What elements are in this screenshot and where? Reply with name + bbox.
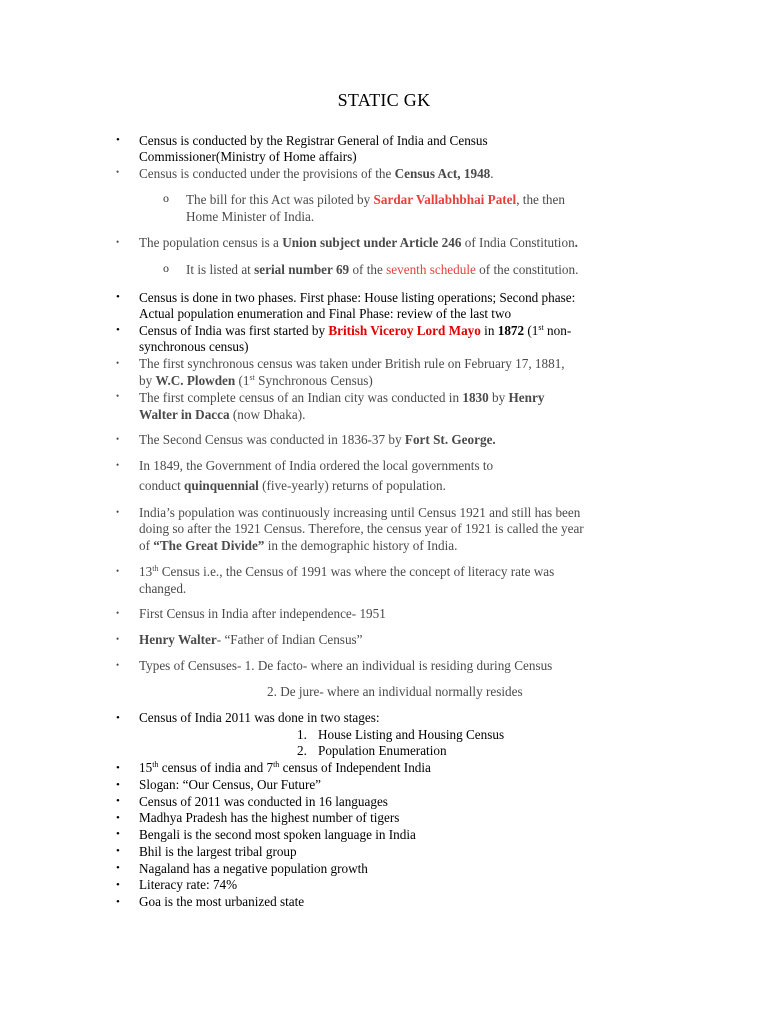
- bullet-icon: •: [116, 712, 120, 724]
- bullet-23: Literacy rate: 74%: [139, 877, 238, 892]
- bullet-icon: •: [116, 391, 120, 401]
- bullet-icon: •: [116, 608, 120, 618]
- bullet-3: The population census is a Union subject under Article 246 of India Constitution.: [139, 235, 578, 250]
- bullet-16: 15th census of india and 7th census of Independent India: [139, 760, 431, 775]
- numbered-item-2: Population Enumeration: [318, 743, 447, 758]
- bullet-icon: •: [116, 845, 120, 857]
- bullet-4-line-2: Actual population enumeration and Final Phase: review of the last two: [139, 306, 512, 321]
- bullet-20: Bengali is the second most spoken language in India: [139, 827, 416, 842]
- bullet-icon: •: [116, 762, 120, 774]
- bullet-icon: •: [116, 812, 120, 824]
- bullet-13: Henry Walter- “Father of Indian Census”: [139, 632, 363, 647]
- bullet-icon: •: [116, 167, 120, 177]
- bullet-icon: •: [116, 779, 120, 791]
- bullet-10-line-3: of “The Great Divide” in the demographic history of India.: [139, 538, 458, 553]
- bullet-icon: •: [116, 134, 120, 146]
- bullet-14-line-2: 2. De jure- where an individual normally resides: [267, 684, 523, 699]
- sub-bullet-1-line-1: The bill for this Act was piloted by Sardar Vallabhbhai Patel, the then: [186, 192, 565, 207]
- bullet-1-line-2: Commissioner(Ministry of Home affairs): [139, 149, 357, 164]
- bullet-12: First Census in India after independence- 1951: [139, 606, 386, 621]
- bullet-11-line-1: 13th Census i.e., the Census of 1991 was where the concept of literacy rate was: [139, 564, 555, 579]
- bullet-5-line-1: Census of India was first started by British Viceroy Lord Mayo in 1872 (1st non-: [139, 323, 572, 338]
- numbered-item-2-number: 2.: [297, 743, 307, 758]
- sub-bullet-2: It is listed at serial number 69 of the seventh schedule of the constitution.: [186, 262, 579, 277]
- bullet-icon: •: [116, 634, 120, 644]
- bullet-14-line-1: Types of Censuses- 1. De facto- where an individual is residing during Census: [139, 658, 553, 673]
- bullet-7-line-1: The first complete census of an Indian city was conducted in 1830 by Henry: [139, 390, 545, 405]
- bullet-icon: •: [116, 460, 120, 470]
- bullet-19: Madhya Pradesh has the highest number of tigers: [139, 810, 400, 825]
- sub-bullet-icon: o: [163, 191, 169, 205]
- bullet-4-line-1: Census is done in two phases. First phase: House listing operations; Second phase:: [139, 290, 576, 305]
- bullet-9-line-1: In 1849, the Government of India ordered the local governments to: [139, 458, 494, 473]
- bullet-icon: •: [116, 795, 120, 807]
- page-title: STATIC GK: [337, 90, 431, 110]
- bullet-icon: •: [116, 358, 120, 368]
- bullet-8: The Second Census was conducted in 1836-37 by Fort St. George.: [139, 432, 496, 447]
- bullet-icon: •: [116, 828, 120, 840]
- bullet-6-line-2: by W.C. Plowden (1st Synchronous Census): [139, 373, 373, 388]
- bullet-icon: •: [116, 879, 120, 891]
- bullet-22: Nagaland has a negative population growth: [139, 861, 368, 876]
- sub-bullet-1-line-2: Home Minister of India.: [186, 209, 315, 224]
- bullet-15: Census of India 2011 was done in two stages:: [139, 710, 380, 725]
- bullet-icon: •: [116, 566, 120, 576]
- bullet-2: Census is conducted under the provisions of the Census Act, 1948.: [139, 166, 494, 181]
- bullet-17: Slogan: “Our Census, Our Future”: [139, 777, 322, 792]
- bullet-icon: •: [116, 237, 120, 247]
- sub-bullet-icon: o: [163, 261, 169, 275]
- bullet-5-line-2: synchronous census): [139, 339, 249, 354]
- bullet-icon: •: [116, 862, 120, 874]
- bullet-21: Bhil is the largest tribal group: [139, 844, 297, 859]
- bullet-11-line-2: changed.: [139, 581, 187, 596]
- bullet-7-line-2: Walter in Dacca (now Dhaka).: [139, 407, 306, 422]
- bullet-10-line-2: doing so after the 1921 Census. Therefore, the census year of 1921 is called the year: [139, 521, 584, 536]
- bullet-24: Goa is the most urbanized state: [139, 894, 305, 909]
- bullet-icon: •: [116, 507, 120, 517]
- bullet-icon: •: [116, 434, 120, 444]
- bullet-18: Census of 2011 was conducted in 16 languages: [139, 794, 388, 809]
- bullet-1-line-1: Census is conducted by the Registrar General of India and Census: [139, 133, 488, 148]
- bullet-10-line-1: India’s population was continuously increasing until Census 1921 and still has been: [139, 505, 581, 520]
- bullet-6-line-1: The first synchronous census was taken under British rule on February 17, 1881,: [139, 356, 565, 371]
- bullet-icon: •: [116, 324, 120, 336]
- bullet-9-line-2: conduct quinquennial (five-yearly) returns of population.: [139, 478, 446, 493]
- numbered-item-1: House Listing and Housing Census: [318, 727, 505, 742]
- bullet-icon: •: [116, 896, 120, 908]
- bullet-icon: •: [116, 291, 120, 303]
- bullet-icon: •: [116, 660, 120, 670]
- numbered-item-1-number: 1.: [297, 727, 307, 742]
